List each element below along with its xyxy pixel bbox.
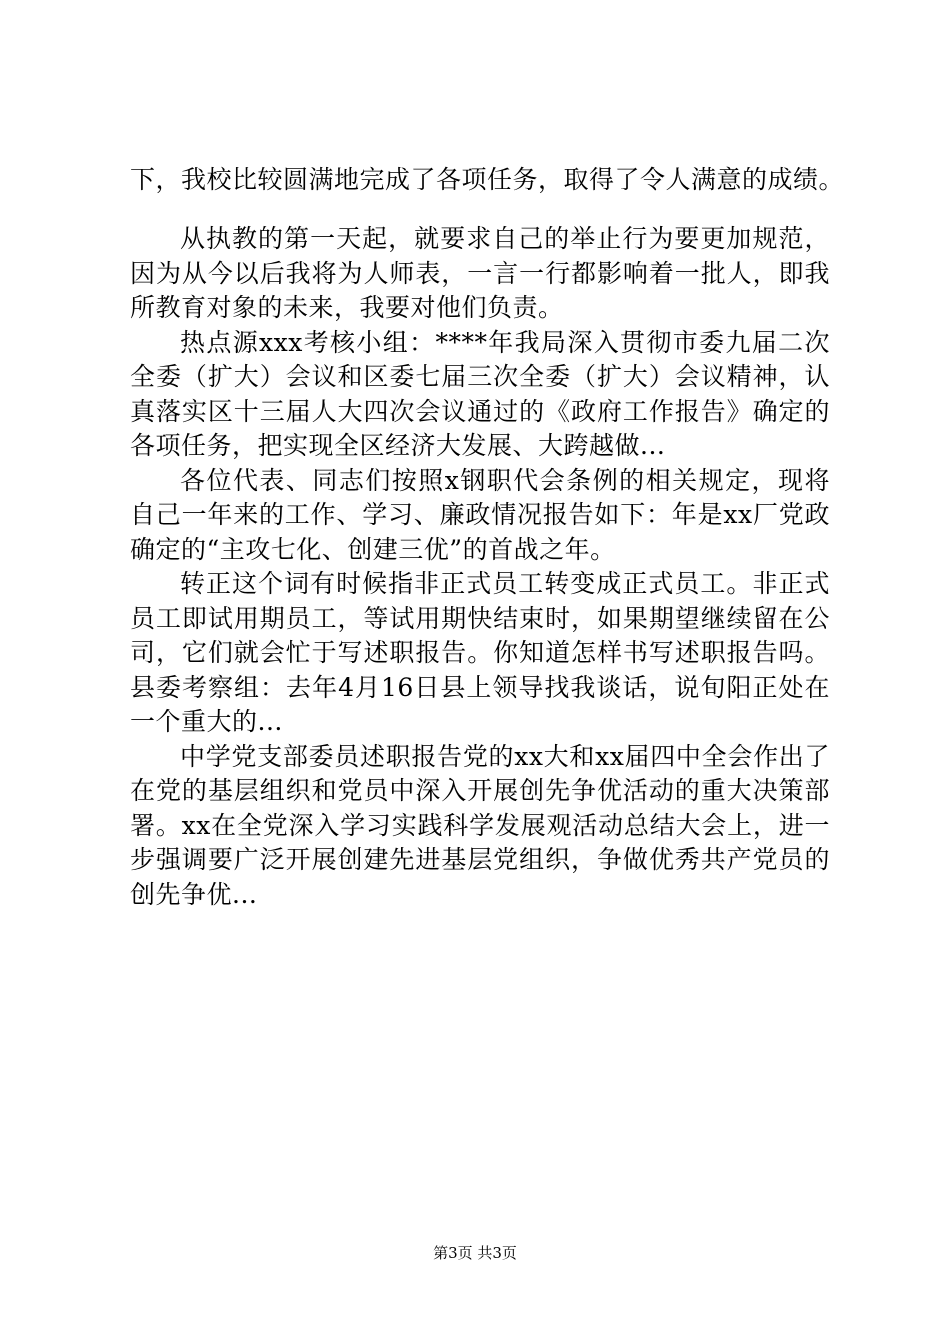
document-body: [130, 160, 845, 912]
paragraph-representatives: 各位代表、同志们按照x钢职代会条例的相关规定，现将自己一年来的工作、学习、廉政情况报告如下：年是xx厂党政确定的“主攻七化、创建三优”的首战之年。: [130, 465, 830, 564]
paragraph-regularization: 转正这个词有时候指非正式员工转变成正式员工。非正式员工即试用期员工，等试用期快结束时，如果期望继续留在公司，它们就会忙于写述职报告。你知道怎样书写述职报告吗。县委考察组：去年4月16日县上领导找我谈话，说旬阳正处在一个重大的...: [130, 569, 830, 736]
paragraph-assessment-group: 热点源xxx考核小组：****年我局深入贯彻市委九届二次全委（扩大）会议和区委七届三次全委（扩大）会议精神，认真落实区十三届人大四次会议通过的《政府工作报告》确定的各项任务，把实现全区经济大发展、大跨越做...: [130, 327, 830, 460]
paragraph-teaching: 从执教的第一天起，就要求自己的举止行为要更加规范，因为从今以后我将为人师表，一言一行都影响着一批人，即我所教育对象的未来，我要对他们负责。: [130, 224, 830, 322]
page-footer: 第3页 共3页: [433, 1244, 517, 1262]
continued-paragraph-line: 下，我校比较圆满地完成了各项任务，取得了令人满意的成绩。: [130, 165, 845, 194]
paragraph-party-branch: 中学党支部委员述职报告党的xx大和xx届四中全会作出了在党的基层组织和党员中深入开展创先争优活动的重大决策部署。xx在全党深入学习实践科学发展观活动总结大会上，进一步强调要广泛开展创建先进基层党组织，争做优秀共产党员的创先争优...: [130, 741, 830, 909]
